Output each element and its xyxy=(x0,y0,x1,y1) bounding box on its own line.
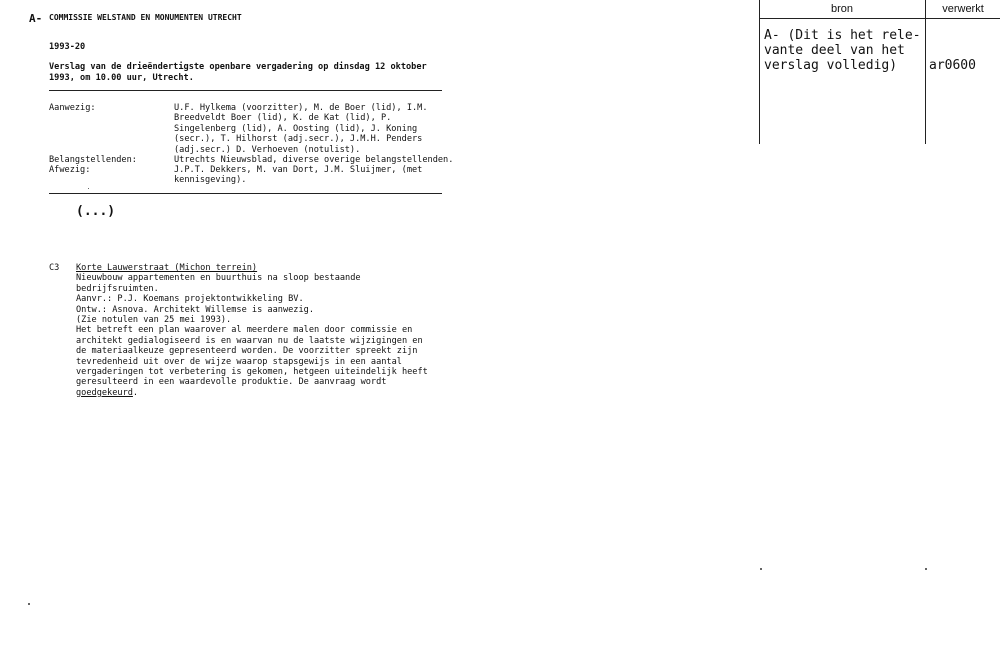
item-line: Ontw.: Asnova. Architekt Willemse is aanwezig. xyxy=(76,304,314,315)
absent-line: kennisgeving). xyxy=(174,175,247,186)
speck xyxy=(28,603,30,605)
present-line: Singelenberg (lid), A. Oosting (lid), J. Koning xyxy=(174,123,418,134)
document-marker: A- xyxy=(29,12,43,25)
present-line: U.F. Hylkema (voorzitter), M. de Boer (lid), I.M. xyxy=(174,103,428,113)
column-header-processed: verwerkt xyxy=(942,3,984,15)
item-line: Aanvr.: P.J. Koemans projektontwikkeling BV. xyxy=(76,294,304,305)
present-line: Breedveldt Boer (lid), K. de Kat (lid), P. xyxy=(174,113,392,124)
item-line: (Zie notulen van 25 mei 1993). xyxy=(76,315,232,326)
item-heading: Korte Lauwerstraat (Michon terrein) xyxy=(76,263,258,273)
item-line: de materiaalkeuze gepresenteerd worden. De voorzitter spreekt zijn xyxy=(76,346,418,357)
item-line: tevredenheid uit over de wijze waarop stapsgewijs in een aantal xyxy=(76,356,402,367)
header-rule xyxy=(49,90,442,91)
item-line: Het betreft een plan waarover al meerdere malen door commissie en xyxy=(76,325,413,336)
present-list xyxy=(174,103,428,155)
source-note-line: A- (Dit is het rele- xyxy=(764,28,921,43)
present-label: Aanwezig: xyxy=(49,103,96,113)
source-note-line: verslag volledig) xyxy=(764,58,898,73)
item-line: geresulteerd in een waardevolle produktie. De aanvraag wordt xyxy=(76,377,387,388)
table-header-rule xyxy=(759,18,1000,19)
report-number: 1993-20 xyxy=(49,42,86,52)
present-line: (secr.), T. Hilhorst (adj.secr.), J.M.H. Penders xyxy=(174,134,423,145)
item-line: vergaderingen tot verbetering is gekomen, hetgeen uiteindelijk heeft xyxy=(76,367,428,378)
absent-list xyxy=(174,165,422,186)
item-line: Nieuwbouw appartementen en buurthuis na sloop bestaande xyxy=(76,273,361,284)
report-title-line1: Verslag van de drieëndertigste openbare vergadering op dinsdag 12 oktober xyxy=(49,62,427,72)
absent-line: J.P.T. Dekkers, M. van Dort, J.M. Sluijmer, (met xyxy=(174,165,423,175)
item-verdict-end: . xyxy=(132,387,139,398)
omission-marker: (...) xyxy=(76,204,116,219)
item-verdict-line xyxy=(76,388,428,398)
interested-value: Utrechts Nieuwsblad, diverse overige belangstellenden. xyxy=(174,155,454,165)
item-body xyxy=(76,263,428,398)
item-line: bedrijfsruimten. xyxy=(76,283,159,294)
column-header-source: bron xyxy=(830,3,854,15)
organisation-name: COMMISSIE WELSTAND EN MONUMENTEN UTRECHT xyxy=(49,13,242,22)
source-note xyxy=(764,28,921,73)
report-title-line2: 1993, om 10.00 uur, Utrecht. xyxy=(49,73,194,83)
absent-label: Afwezig: xyxy=(49,165,91,175)
item-code: C3 xyxy=(49,263,60,273)
source-note-line: vante deel van het xyxy=(764,43,905,58)
speck xyxy=(88,188,89,189)
processed-code: ar0600 xyxy=(929,58,976,73)
speck xyxy=(760,568,762,570)
item-line: architekt gedialogiseerd is en waarvan nu de laatste wijzigingen en xyxy=(76,335,423,346)
speck xyxy=(925,568,927,570)
item-verdict: goedgekeurd xyxy=(76,387,133,398)
table-divider xyxy=(925,0,926,144)
interested-label: Belangstellenden: xyxy=(49,155,137,165)
present-line: (adj.secr.) D. Verhoeven (notulist). xyxy=(174,144,361,155)
table-left-border xyxy=(759,0,760,144)
attendance-rule xyxy=(49,193,442,194)
